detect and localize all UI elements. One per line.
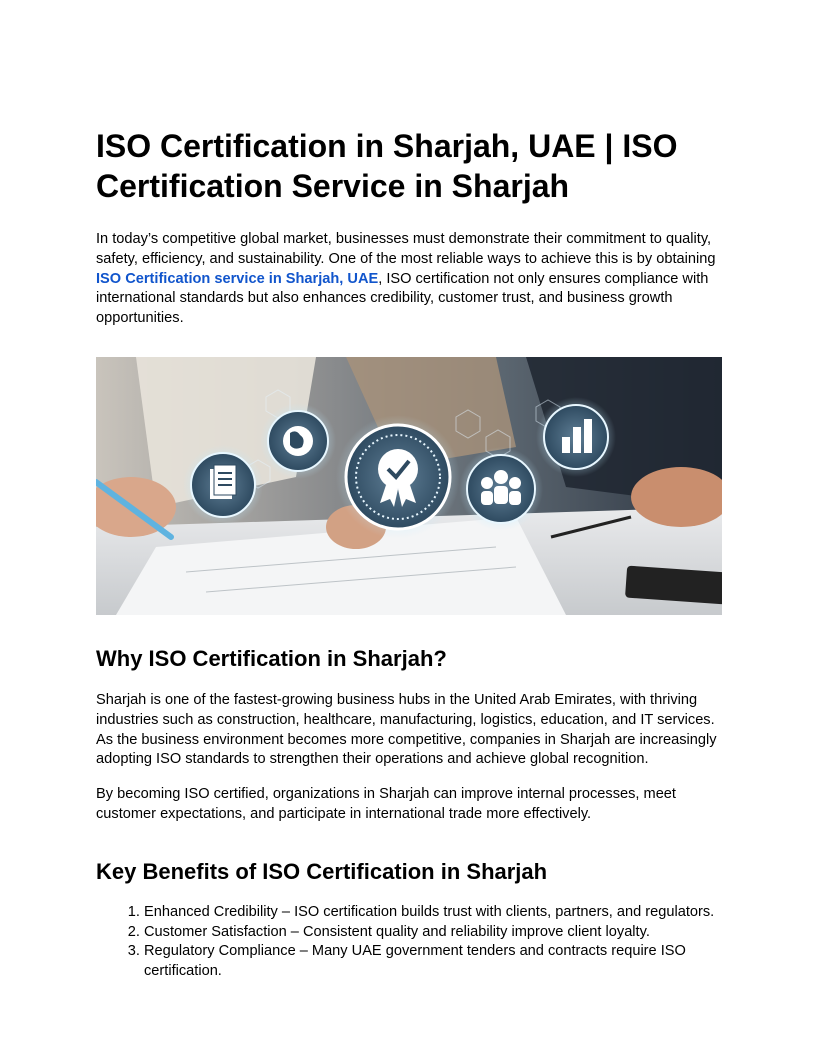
intro-paragraph — [96, 230, 724, 329]
iso-certification-link[interactable]: ISO Certification service in Sharjah, UAE — [96, 270, 379, 287]
list-item: 3. Regulatory Compliance – Many UAE government tenders and contracts require ISO certification. — [144, 942, 724, 982]
benefits-list — [96, 903, 724, 982]
page-title: ISO Certification in Sharjah, UAE | ISO Certification Service in Sharjah — [96, 128, 678, 204]
certificate-badge-icon — [336, 415, 460, 539]
intro-text-after: , ISO certification not only ensures compliance with international standards but also enhances credibility, customer trust, and business growth opportunities. — [96, 270, 709, 327]
list-item: 2. Customer Satisfaction – Consistent quality and reliability improve client loyalty. — [144, 923, 724, 943]
document-body — [96, 126, 724, 982]
section-heading-benefits: Key Benefits of ISO Certification in Sharjah — [96, 858, 548, 884]
section-heading-why: Why ISO Certification in Sharjah? — [96, 645, 447, 671]
list-item: 1. Enhanced Credibility – ISO certification builds trust with clients, partners, and regulators. — [144, 903, 724, 923]
globe-icon — [260, 403, 336, 479]
why-paragraph-2: By becoming ISO certified, organizations in Sharjah can improve internal processes, meet customer expectations, and participate in international trade more effectively. — [96, 786, 676, 822]
hero-illustration — [96, 357, 722, 615]
bar-chart-icon — [536, 397, 616, 477]
people-group-icon — [459, 447, 543, 531]
why-paragraph-1: Sharjah is one of the fastest-growing business hubs in the United Arab Emirates, with thriving industries such as construction, healthcare, manufacturing, logistics, education, and IT services. As the business environment becomes more competitive, companies in Sharjah are increasingly adopting ISO standards to strengthen their operations and achieve global recognition. — [96, 691, 717, 768]
intro-text-before: In today’s competitive global market, businesses must demonstrate their commitment to quality, safety, efficiency, and sustainability. One of the most reliable ways to achieve this is by obtaining — [96, 231, 716, 267]
document-icon — [183, 445, 263, 525]
hero-image — [96, 357, 722, 615]
